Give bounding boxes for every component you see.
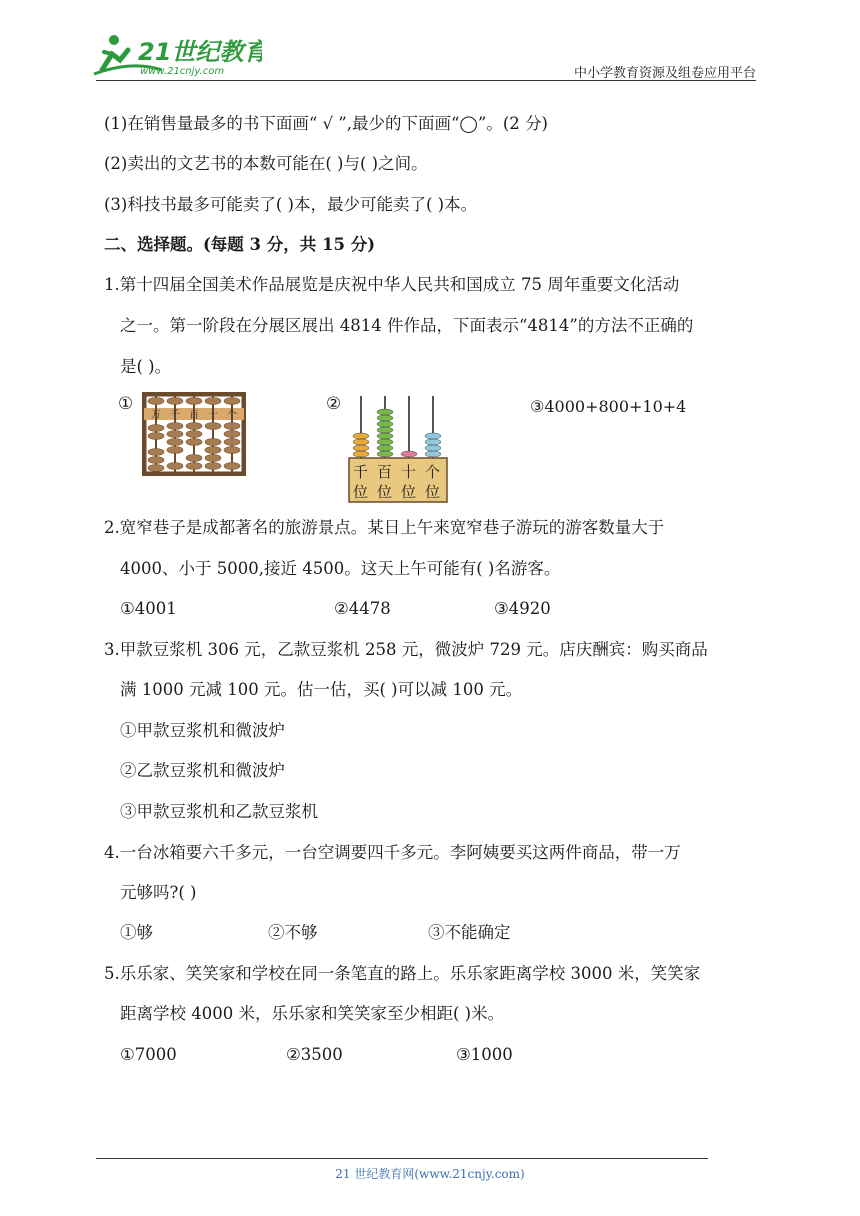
- svg-text:千: 千: [170, 410, 180, 421]
- svg-text:百: 百: [189, 410, 199, 421]
- platform-name: 中小学教育资源及组卷应用平台: [573, 66, 756, 81]
- q1-line-2: 之一。第一阶段在分展区展出 4814 件作品，下面表示“4814”的方法不正确的: [120, 316, 694, 335]
- q2-option-1: ①4001: [120, 599, 177, 618]
- q5-option-2: ②3500: [286, 1045, 343, 1064]
- q3-option-1: ①甲款豆浆机和微波炉: [120, 721, 285, 740]
- footer-link[interactable]: 21 世纪教育网(www.21cnjy.com): [335, 1167, 525, 1181]
- q4-line-2: 元够吗?( ): [120, 883, 197, 902]
- prev-question-2: (2)卖出的文艺书的本数可能在( )与( )之间。: [104, 154, 428, 173]
- svg-text:位: 位: [425, 483, 441, 501]
- q5-option-3: ③1000: [456, 1045, 513, 1064]
- q4-option-3: ③不能确定: [428, 923, 511, 942]
- q5-line-2: 距离学校 4000 米，乐乐家和笑笑家至少相距( )米。: [120, 1004, 505, 1023]
- q3-line-1: 3.甲款豆浆机 306 元，乙款豆浆机 258 元，微波炉 729 元。店庆酬宾：购买商品: [104, 640, 708, 659]
- header-divider: [96, 80, 756, 81]
- q1-line-3: 是( )。: [120, 357, 172, 376]
- svg-text:十: 十: [208, 410, 218, 421]
- q5-line-1: 5.乐乐家、笑笑家和学校在同一条笔直的路上。乐乐家距离学校 3000 米，笑笑家: [104, 964, 701, 983]
- q3-option-3: ③甲款豆浆机和乙款豆浆机: [120, 802, 318, 821]
- q1-option-1-number: ①: [118, 394, 134, 414]
- q3-option-2: ②乙款豆浆机和微波炉: [120, 761, 285, 780]
- q4-option-1: ①够: [120, 923, 153, 942]
- q4-option-2: ②不够: [268, 923, 318, 942]
- svg-text:位: 位: [353, 483, 369, 501]
- q2-option-2: ②4478: [334, 599, 391, 618]
- q4-line-1: 4.一台冰箱要六千多元，一台空调要四千多元。李阿姨要买这两件商品，带一万: [104, 843, 681, 862]
- q2-line-1: 2.宽窄巷子是成都著名的旅游景点。某日上午来宽窄巷子游玩的游客数量大于: [104, 518, 665, 537]
- q3-line-2: 满 1000 元减 100 元。估一估，买( )可以减 100 元。: [120, 680, 523, 699]
- q5-option-1: ①7000: [120, 1045, 177, 1064]
- prev-question-1: (1)在销售量最多的书下面画“ √ ”,最少的下面画“◯”。(2 分): [104, 114, 548, 133]
- svg-text:www.21cnjy.com: www.21cnjy.com: [140, 66, 225, 77]
- abacus-image-1: [142, 392, 246, 480]
- q1-line-1: 1.第十四届全国美术作品展览是庆祝中华人民共和国成立 75 周年重要文化活动: [104, 275, 680, 294]
- svg-text:位: 位: [401, 483, 417, 501]
- q1-option-3: ③4000+800+10+4: [530, 397, 687, 416]
- abacus-image-2: [348, 392, 448, 508]
- prev-question-3: (3)科技书最多可能卖了( )本，最少可能卖了( )本。: [104, 195, 478, 214]
- svg-text:十: 十: [401, 463, 417, 481]
- svg-text:百: 百: [377, 463, 393, 481]
- svg-text:千: 千: [353, 463, 369, 481]
- svg-text:个: 个: [425, 463, 441, 481]
- q1-option-2-number: ②: [326, 394, 342, 414]
- footer-divider: [96, 1158, 708, 1159]
- svg-text:位: 位: [377, 483, 393, 501]
- svg-text:21世纪教育: 21世纪教育: [138, 38, 262, 66]
- svg-text:个: 个: [227, 410, 237, 421]
- svg-text:万: 万: [151, 410, 161, 421]
- q2-line-2: 4000、小于 5000,接近 4500。这天上午可能有( )名游客。: [120, 559, 561, 578]
- q2-option-3: ③4920: [494, 599, 551, 618]
- site-logo: [92, 30, 262, 78]
- section-title: 二、选择题。(每题 3 分，共 15 分): [104, 235, 376, 254]
